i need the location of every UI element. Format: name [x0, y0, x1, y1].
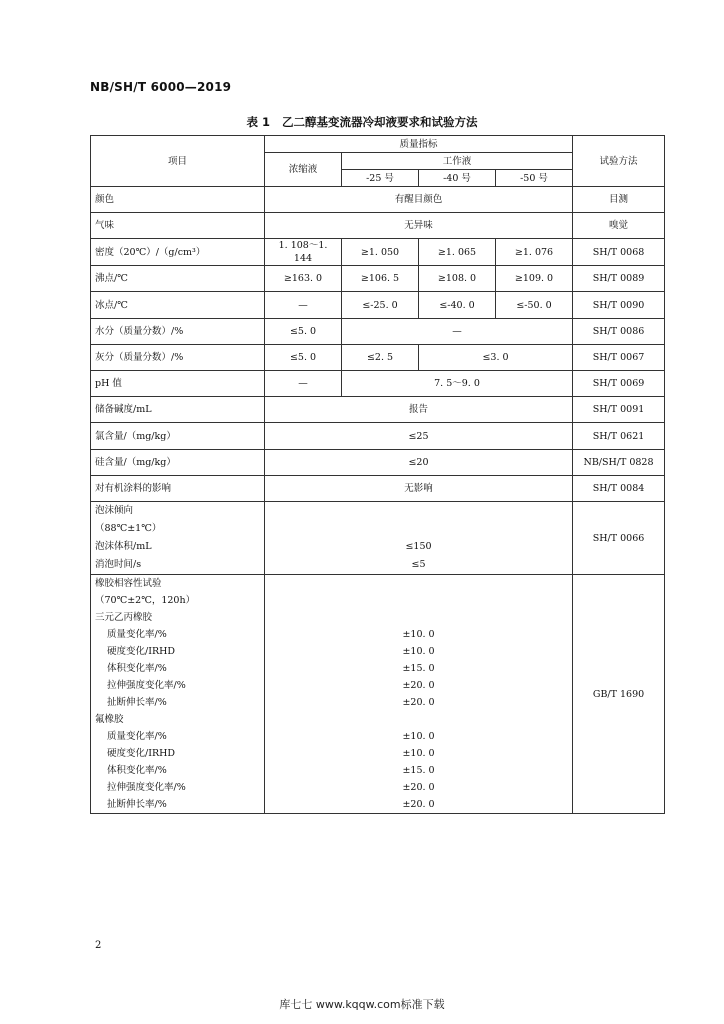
- cell-concentrate: ≥163. 0: [265, 266, 342, 292]
- cell-grade-50: ≥109. 0: [496, 266, 573, 292]
- cell-method: SH/T 0084: [573, 476, 665, 502]
- rubber-label: 质量变化率/%: [107, 731, 167, 742]
- cell-concentrate: —: [265, 292, 342, 319]
- cell-method: SH/T 0068: [573, 239, 665, 266]
- header-concentrate: 浓缩液: [265, 153, 342, 187]
- cell-item: 氯含量/（mg/kg）: [91, 423, 265, 450]
- cell-grade-40-50: ≤3. 0: [419, 345, 573, 371]
- cell-grade-25: ≥106. 5: [342, 266, 419, 292]
- rubber-label: 硬度变化/IRHD: [107, 646, 176, 657]
- page-number: 2: [95, 940, 102, 951]
- cell-method: NB/SH/T 0828: [573, 450, 665, 476]
- row-reserve-alkalinity: [91, 397, 665, 423]
- cell-item: 硅含量/（mg/kg）: [91, 450, 265, 476]
- cell-concentrate: 1. 108～1. 144: [265, 239, 342, 266]
- cell-grade-50: ≥1. 076: [496, 239, 573, 266]
- row-coating: [91, 476, 665, 502]
- row-ash: [91, 345, 665, 371]
- row-boiling-point: [91, 266, 665, 292]
- cell-method: SH/T 0090: [573, 292, 665, 319]
- rubber-label: 拉伸强度变化率/%: [107, 782, 186, 793]
- row-chlorine: [91, 423, 665, 450]
- requirements-table: [90, 135, 665, 814]
- row-odor: [91, 213, 665, 239]
- row-water: [91, 319, 665, 345]
- cell-grade-25: ≥1. 050: [342, 239, 419, 266]
- header-method: 试验方法: [573, 136, 665, 187]
- table-title: 乙二醇基变流器冷却液要求和试验方法: [282, 115, 478, 129]
- rubber-label: 扯断伸长率/%: [107, 697, 167, 708]
- cell-item: 对有机涂料的影响: [91, 476, 265, 502]
- cell-method: SH/T 0621: [573, 423, 665, 450]
- cell-value: 有醒目颜色: [265, 187, 573, 213]
- header-grade-25: -25 号: [342, 170, 419, 187]
- row-silicon: [91, 450, 665, 476]
- header-item: 项目: [91, 136, 265, 187]
- rubber-title: 橡胶相容性试验: [95, 578, 162, 589]
- cell-item: 水分（质量分数）/%: [91, 319, 265, 345]
- rubber-epdm-value: ±10. 0: [402, 629, 435, 640]
- cell-method: SH/T 0089: [573, 266, 665, 292]
- rubber-epdm: 三元乙丙橡胶: [95, 612, 153, 623]
- row-foam: [91, 502, 665, 575]
- cell-item: 储备碱度/mL: [91, 397, 265, 423]
- cell-grade-40: ≤-40. 0: [419, 292, 496, 319]
- cell-grade-50: ≤-50. 0: [496, 292, 573, 319]
- rubber-epdm-value: ±15. 0: [402, 663, 435, 674]
- header-working: 工作液: [342, 153, 573, 170]
- cell-concentrate: ≤5. 0: [265, 345, 342, 371]
- rubber-epdm-value: ±20. 0: [402, 680, 435, 691]
- rubber-fkm-value: ±15. 0: [402, 765, 435, 776]
- row-rubber: [91, 575, 665, 814]
- cell-value: ≤20: [265, 450, 573, 476]
- cell-working: 7. 5～9. 0: [342, 371, 573, 397]
- cell-item: 灰分（质量分数）/%: [91, 345, 265, 371]
- row-density: [91, 239, 665, 266]
- rubber-label: 质量变化率/%: [107, 629, 167, 640]
- rubber-epdm-value: ±20. 0: [402, 697, 435, 708]
- cell-item: pH 值: [91, 371, 265, 397]
- cell-rubber-item: [91, 575, 265, 814]
- header-grade-50: -50 号: [496, 170, 573, 187]
- foam-time-label: 消泡时间/s: [95, 559, 142, 570]
- foam-condition: （88℃±1℃）: [95, 523, 162, 534]
- cell-item: 冰点/℃: [91, 292, 265, 319]
- cell-grade-40: ≥1. 065: [419, 239, 496, 266]
- cell-value: 无影响: [265, 476, 573, 502]
- table-caption: [0, 114, 724, 130]
- foam-time-value: ≤5: [411, 559, 426, 570]
- rubber-fkm-value: ±20. 0: [402, 799, 435, 810]
- rubber-label: 扯断伸长率/%: [107, 799, 167, 810]
- cell-method: 嗅觉: [573, 213, 665, 239]
- cell-method: SH/T 0067: [573, 345, 665, 371]
- cell-grade-25: ≤2. 5: [342, 345, 419, 371]
- cell-method: 目测: [573, 187, 665, 213]
- cell-method: SH/T 0086: [573, 319, 665, 345]
- cell-item: 密度（20℃）/（g/cm³）: [91, 239, 265, 266]
- rubber-fkm-value: ±10. 0: [402, 748, 435, 759]
- standard-code: NB/SH/T 6000—2019: [90, 80, 232, 94]
- cell-method: SH/T 0091: [573, 397, 665, 423]
- header-row-1: [91, 136, 665, 153]
- cell-method: SH/T 0066: [573, 502, 665, 575]
- footer-watermark: 库七七 www.kqqw.com标准下载: [279, 998, 445, 1011]
- table-number: 表 1: [246, 115, 270, 129]
- header-grade-40: -40 号: [419, 170, 496, 187]
- cell-item: 沸点/℃: [91, 266, 265, 292]
- rubber-fkm: 氟橡胶: [95, 714, 124, 725]
- row-freezing-point: [91, 292, 665, 319]
- rubber-fkm-value: ±10. 0: [402, 731, 435, 742]
- cell-grade-40: ≥108. 0: [419, 266, 496, 292]
- foam-title: 泡沫倾向: [95, 505, 134, 516]
- row-ph: [91, 371, 665, 397]
- cell-item: 气味: [91, 213, 265, 239]
- cell-value: ≤25: [265, 423, 573, 450]
- row-color: [91, 187, 665, 213]
- cell-concentrate: —: [265, 371, 342, 397]
- rubber-label: 硬度变化/IRHD: [107, 748, 176, 759]
- cell-method: SH/T 0069: [573, 371, 665, 397]
- cell-rubber-values: [265, 575, 573, 814]
- header-quality: 质量指标: [265, 136, 573, 153]
- rubber-condition: （70℃±2℃，120h）: [95, 595, 196, 606]
- cell-foam-item: [91, 502, 265, 575]
- rubber-label: 拉伸强度变化率/%: [107, 680, 186, 691]
- cell-value: 无异味: [265, 213, 573, 239]
- cell-grade-25: ≤-25. 0: [342, 292, 419, 319]
- rubber-label: 体积变化率/%: [107, 663, 167, 674]
- cell-value: 报告: [265, 397, 573, 423]
- rubber-fkm-value: ±20. 0: [402, 782, 435, 793]
- foam-volume-value: ≤150: [405, 541, 432, 552]
- cell-concentrate: ≤5. 0: [265, 319, 342, 345]
- rubber-label: 体积变化率/%: [107, 765, 167, 776]
- cell-foam-values: [265, 502, 573, 575]
- foam-volume-label: 泡沫体积/mL: [95, 541, 152, 552]
- cell-method: GB/T 1690: [573, 575, 665, 814]
- cell-working: —: [342, 319, 573, 345]
- rubber-epdm-value: ±10. 0: [402, 646, 435, 657]
- cell-item: 颜色: [91, 187, 265, 213]
